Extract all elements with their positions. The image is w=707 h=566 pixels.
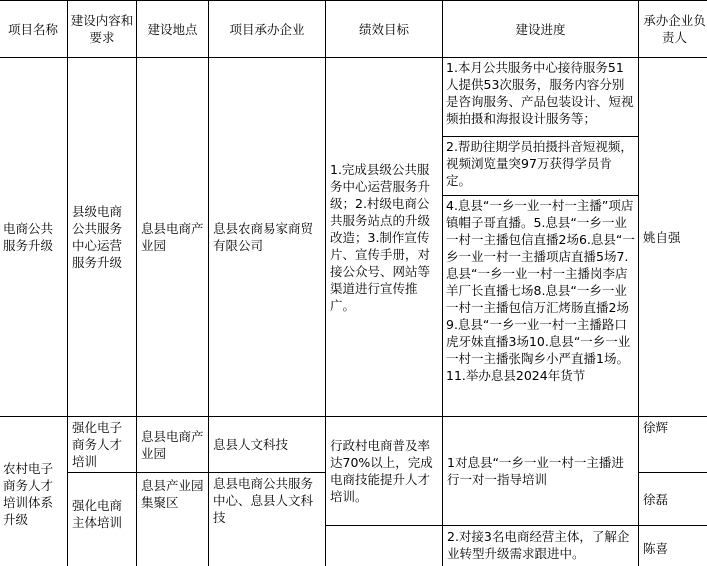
cell-manager[interactable]: 徐辉 — [639, 417, 707, 473]
cell-progress[interactable]: 2.对接3名电商经营主体，了解企业转型升级需求跟进中。 — [443, 526, 639, 566]
cell-location[interactable]: 息县电商产业园 — [137, 58, 209, 417]
cell-progress[interactable]: 2.帮助往期学员拍摄抖音短视频，视频浏览量突97万获得学员肯定。 — [443, 137, 639, 196]
cell-goal-empty[interactable] — [326, 526, 443, 566]
cell-content[interactable]: 强化电子商务人才培训 — [68, 417, 137, 473]
cell-progress[interactable]: 1.本月公共服务中心接待服务51人提供53次服务，服务内容分别是咨询服务、产品包装设计、短视频拍摄和海报设计服务等； — [443, 58, 639, 137]
cell-company[interactable]: 息县电商公共服务中心、息县人文科技 — [209, 473, 326, 566]
cell-content[interactable]: 强化电商主体培训 — [68, 473, 137, 566]
header-goal: 绩效目标 — [326, 1, 443, 58]
cell-goal[interactable]: 行政村电商普及率达70%以上，完成电商技能提升人才培训。 — [326, 417, 443, 526]
cell-project-name[interactable]: 农村电子商务人才培训体系升级 — [0, 417, 68, 566]
cell-location[interactable]: 息县电商产业园 — [137, 417, 209, 473]
cell-company[interactable]: 息县人文科技 — [209, 417, 326, 473]
cell-progress[interactable]: 4.息县“一乡一业一村一主播”项店镇帽子哥直播。5.息县“一乡一业一村一主播包信直播2场6.息县“一乡一业一村一主播项店直播5场7.息县“一乡一业一村一主播岗李店羊厂长直播七场8.息县“一乡一业一村一主播包信万汇烤肠直播2场9.息县“一乡一业一村一主播路口虎牙妹直播3场10.息县“一乡一业一村一主播张陶乡小严直播1场。11.举办息县2024年货节 — [443, 196, 639, 417]
header-company: 项目承办企业 — [209, 1, 326, 58]
header-project-name: 项目名称 — [0, 1, 68, 58]
header-content: 建设内容和要求 — [68, 1, 137, 58]
header-progress: 建设进度 — [443, 1, 639, 58]
header-location: 建设地点 — [137, 1, 209, 58]
cell-manager[interactable]: 姚自强 — [639, 58, 707, 417]
cell-manager[interactable]: 陈喜 — [639, 526, 707, 566]
table-row — [0, 58, 707, 137]
header-row — [0, 1, 707, 58]
cell-goal[interactable]: 1.完成县级公共服务中心运营服务升级；2.村级电商公共服务站点的升级改造；3.制作宣传片、宣传手册，对接公众号、网站等渠道进行宣传推广。 — [326, 58, 443, 417]
cell-manager[interactable]: 徐磊 — [639, 473, 707, 526]
header-manager: 承办企业负责人 — [639, 1, 707, 58]
cell-location[interactable]: 息县产业园集聚区 — [137, 473, 209, 566]
cell-company[interactable]: 息县农商易家商贸有限公司 — [209, 58, 326, 417]
table-row — [0, 417, 707, 473]
cell-content[interactable]: 县级电商公共服务中心运营服务升级 — [68, 58, 137, 417]
cell-project-name[interactable]: 电商公共服务升级 — [0, 58, 68, 417]
cell-progress[interactable]: 1对息县“一乡一业一村一主播进行一对一指导培训 — [443, 417, 639, 526]
